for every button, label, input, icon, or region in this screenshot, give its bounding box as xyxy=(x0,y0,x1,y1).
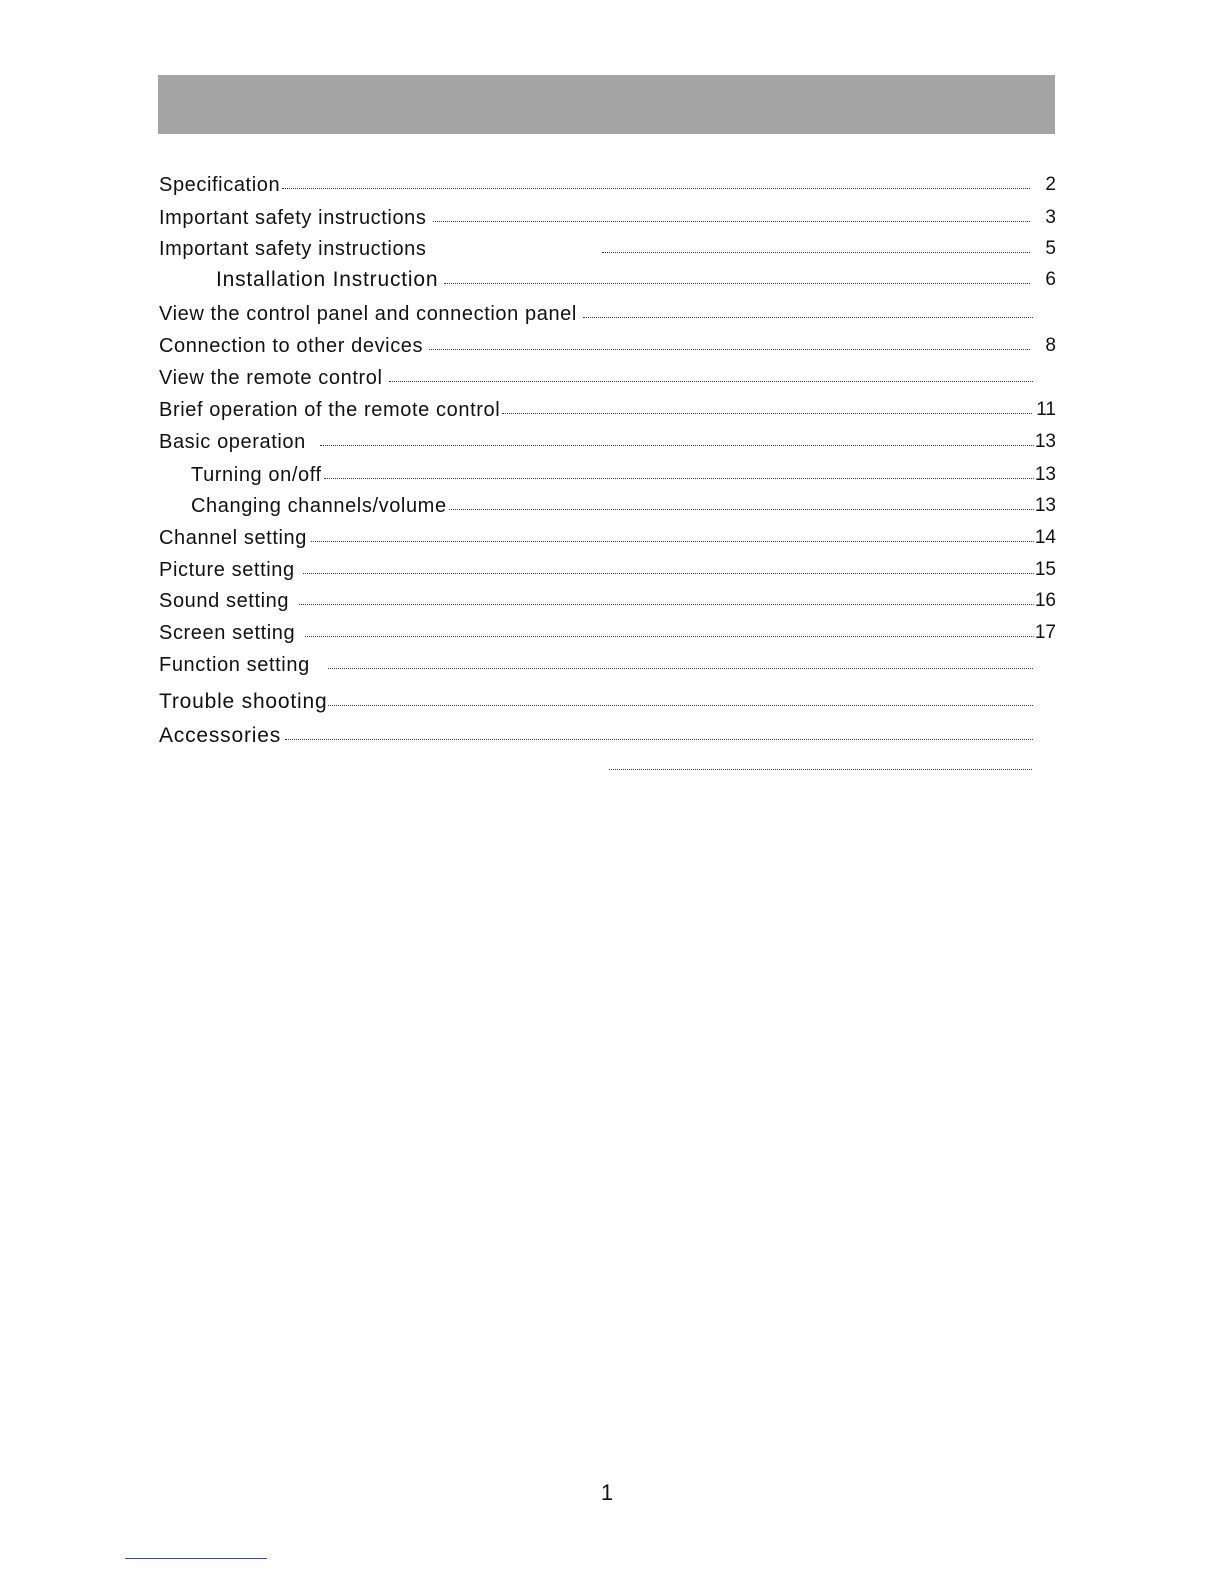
toc-leader-dots xyxy=(328,668,1033,669)
toc-entry-label: Accessories xyxy=(159,724,282,747)
toc-entry-page: 17 xyxy=(1034,622,1056,643)
toc-entry-page: 3 xyxy=(1045,207,1056,228)
toc-entry-label: Turning on/off xyxy=(191,464,322,486)
toc-entry-label: Installation Instruction xyxy=(216,268,439,291)
toc-entry-label: Picture setting xyxy=(159,559,295,581)
toc-entry-label: Trouble shooting xyxy=(159,690,328,713)
toc-entry-important-safety-instructions-2[interactable] xyxy=(159,233,1056,261)
toc-entry-page: 2 xyxy=(1045,174,1056,195)
toc-leader-dots xyxy=(389,381,1033,382)
toc-leader-dots xyxy=(320,445,1034,446)
toc-leader-dots xyxy=(324,478,1034,479)
toc-entry-label: Basic operation xyxy=(159,431,306,453)
toc-entry-page: 13 xyxy=(1034,495,1056,516)
toc-entry-turning-on-off[interactable] xyxy=(191,459,1056,487)
toc-leader-dots xyxy=(305,636,1034,637)
toc-leader-dots xyxy=(429,349,1030,350)
toc-leader-dots xyxy=(602,252,1030,253)
toc-entry-label: Channel setting xyxy=(159,527,307,549)
toc-leader-dots xyxy=(303,573,1034,574)
toc-entry-page: 13 xyxy=(1034,431,1056,452)
toc-entry-label: Important safety instructions xyxy=(159,207,427,229)
toc-entry-brief-operation-remote-control[interactable] xyxy=(159,394,1056,422)
toc-entry-page: 14 xyxy=(1034,527,1056,548)
toc-entry-label: Changing channels/volume xyxy=(191,495,447,517)
toc-entry-accessories[interactable] xyxy=(159,720,1033,748)
toc-entry-label: Sound setting xyxy=(159,590,290,612)
toc-entry-label: Important safety instructions xyxy=(159,238,427,260)
toc-leader-dots xyxy=(433,221,1030,222)
toc-entry-function-setting[interactable] xyxy=(159,649,1033,677)
footer-link-underline[interactable] xyxy=(125,1558,267,1559)
toc-entry-label: Connection to other devices xyxy=(159,335,424,357)
toc-entry-installation-instruction[interactable] xyxy=(216,264,1056,292)
page-number: 1 xyxy=(600,1480,614,1505)
toc-entry-page: 8 xyxy=(1045,335,1056,356)
toc-leader-dots xyxy=(444,283,1030,284)
toc-entry-channel-setting[interactable] xyxy=(159,522,1056,550)
toc-entry-page: 13 xyxy=(1034,464,1056,485)
toc-entry-view-remote-control[interactable] xyxy=(159,362,1033,390)
toc-leader-dots xyxy=(583,317,1033,318)
toc-entry-screen-setting[interactable] xyxy=(159,617,1056,645)
toc-entry-basic-operation[interactable] xyxy=(159,426,1056,454)
toc-entry-changing-channels-volume[interactable] xyxy=(191,490,1056,518)
toc-entry-label: Brief operation of the remote control xyxy=(159,399,501,421)
toc-leader-dots xyxy=(502,413,1032,414)
toc-leader-dots xyxy=(282,188,1030,189)
toc-entry-page: 6 xyxy=(1045,269,1056,290)
toc-entry-picture-setting[interactable] xyxy=(159,554,1056,582)
toc-entry-label: Function setting xyxy=(159,654,310,676)
toc-entry-label: Screen setting xyxy=(159,622,296,644)
toc-leader-dots xyxy=(449,509,1034,510)
orphan-leader-dots xyxy=(609,769,1032,770)
toc-entry-important-safety-instructions[interactable] xyxy=(159,202,1056,230)
toc-entry-page: 5 xyxy=(1045,238,1056,259)
toc-entry-connection-to-other-devices[interactable] xyxy=(159,330,1056,358)
toc-entry-specification[interactable] xyxy=(159,169,1056,197)
toc-leader-dots xyxy=(299,604,1034,605)
toc-entry-page: 15 xyxy=(1034,559,1056,580)
toc-leader-dots xyxy=(285,739,1033,740)
toc-entry-page: 16 xyxy=(1034,590,1056,611)
toc-entry-label: View the remote control xyxy=(159,367,383,389)
toc-entry-view-control-panel[interactable] xyxy=(159,298,1033,326)
toc-entry-trouble-shooting[interactable] xyxy=(159,686,1033,714)
toc-entry-label: View the control panel and connection panel xyxy=(159,303,577,325)
toc-leader-dots xyxy=(311,541,1034,542)
toc-entry-sound-setting[interactable] xyxy=(159,585,1056,613)
toc-entry-label: Specification xyxy=(159,174,281,196)
toc-leader-dots xyxy=(328,705,1033,706)
toc-entry-page: 11 xyxy=(1036,399,1056,420)
